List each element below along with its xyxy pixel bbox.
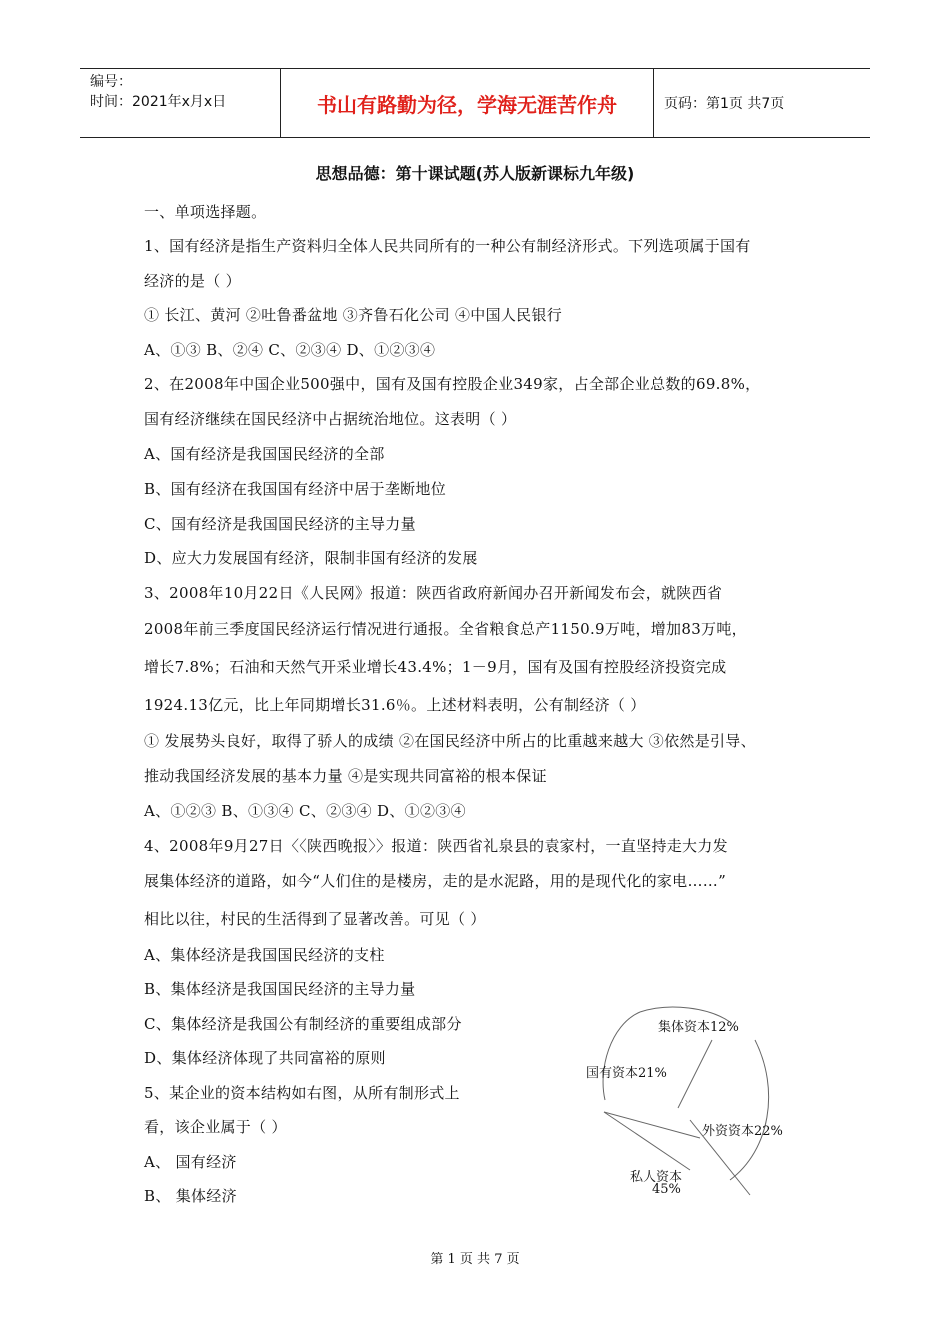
text-line: 推动我国经济发展的基本力量 ④是实现共同富裕的根本保证: [144, 767, 547, 785]
pie-arc: [730, 1040, 769, 1180]
text-line: A、①②③ B、①③④ C、②③④ D、①②③④: [144, 802, 466, 820]
text-line: C、国有经济是我国国民经济的主导力量: [144, 515, 416, 533]
header-motto: 书山有路勤为径，学海无涯苦作舟: [281, 69, 654, 137]
slice-label-foreign: 外资资本22%: [702, 1124, 783, 1139]
pie-arc: [603, 1012, 640, 1100]
slice-label-private: 私人资本: [630, 1170, 683, 1185]
text-line: 4、2008年9月27日〈〈陕西晚报〉〉报道：陕西省礼泉县的袁家村，一直坚持走大力发: [144, 837, 728, 855]
pie-divider: [604, 1112, 700, 1138]
slice-label-state: 国有资本21%: [586, 1066, 667, 1081]
number-label: 编号：: [90, 74, 132, 90]
header-page-info: 页码：第1页 共7页: [664, 96, 785, 112]
text-line: A、集体经济是我国国民经济的支柱: [144, 946, 385, 964]
text-line: B、 集体经济: [144, 1187, 237, 1205]
text-line: ① 长江、黄河 ②吐鲁番盆地 ③齐鲁石化公司 ④中国人民银行: [144, 306, 563, 324]
text-line: D、集体经济体现了共同富裕的原则: [144, 1049, 386, 1067]
text-line: A、 国有经济: [144, 1153, 237, 1171]
header-table: [80, 68, 870, 138]
text-line: C、集体经济是我国公有制经济的重要组成部分: [144, 1015, 462, 1033]
text-line: 展集体经济的道路，如今“人们住的是楼房，走的是水泥路，用的是现代化的家电……”: [144, 872, 727, 890]
pie-divider: [678, 1040, 712, 1108]
text-line: 2008年前三季度国民经济运行情况进行通报。全省粮食总产1150.9万吨，增加83万吨，: [144, 620, 747, 638]
slice-value-private: 45%: [652, 1182, 681, 1197]
text-line: 1、国有经济是指生产资料归全体人民共同所有的一种公有制经济形式。下列选项属于国有: [144, 237, 751, 255]
text-line: 3、2008年10月22日《人民网》报道：陕西省政府新闻办召开新闻发布会，就陕西省: [144, 584, 723, 602]
pie-divider: [604, 1112, 690, 1170]
text-line: 经济的是（ ）: [144, 272, 241, 290]
text-line: 2、在2008年中国企业500强中，国有及国有控股企业349家，占全部企业总数的69.8%，: [144, 375, 761, 393]
text-line: 1924.13亿元，比上年同期增长31.6％。上述材料表明，公有制经济（ ）: [144, 696, 646, 714]
capital-structure-pie-chart: [580, 1000, 810, 1210]
text-line: 增长7.8%；石油和天然气开采业增长43.4%；1－9月，国有及国有控股经济投资完成: [144, 658, 727, 676]
text-line: A、国有经济是我国国民经济的全部: [144, 445, 385, 463]
text-line: 国有经济继续在国民经济中占据统治地位。这表明（ ）: [144, 410, 517, 428]
text-line: 5、某企业的资本结构如右图，从所有制形式上: [144, 1084, 460, 1102]
text-line: B、国有经济在我国国有经济中居于垄断地位: [144, 480, 447, 498]
header-meta-cell: [80, 69, 281, 137]
date-label: 时间：2021年x月x日: [90, 94, 227, 110]
text-line: A、①③ B、②④ C、②③④ D、①②③④: [144, 341, 436, 359]
text-line: B、集体经济是我国国民经济的主导力量: [144, 980, 416, 998]
text-line: D、应大力发展国有经济，限制非国有经济的发展: [144, 549, 478, 567]
page-footer: 第 1 页 共 7 页: [430, 1252, 520, 1267]
text-line: ① 发展势头良好，取得了骄人的成绩 ②在国民经济中所占的比重越来越大 ③依然是引导、: [144, 732, 756, 750]
text-line: 相比以往，村民的生活得到了显著改善。可见（ ）: [144, 910, 486, 928]
text-line: 看，该企业属于（ ）: [144, 1118, 287, 1136]
document-title: 思想品德：第十课试题(苏人版新课标九年级): [315, 164, 635, 183]
section-heading: 一、单项选择题。: [144, 203, 267, 221]
slice-label-collective: 集体资本12%: [658, 1020, 739, 1035]
